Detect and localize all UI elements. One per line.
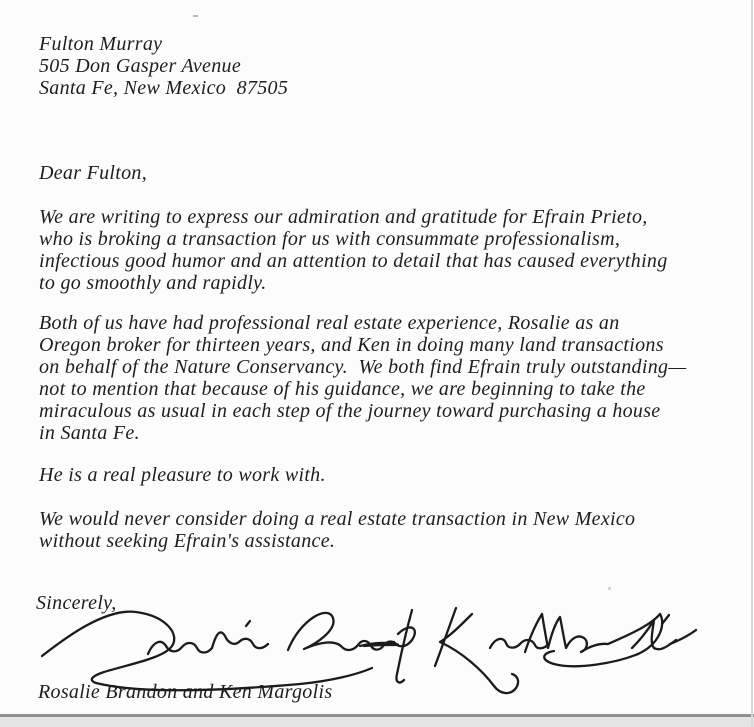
scan-speck [193,15,198,17]
paragraph-2 [39,312,686,444]
paragraph-line: Both of us have had professional real estate experience, Rosalie as an [39,312,620,334]
paragraph-4 [39,508,635,552]
paragraph-line: to go smoothly and rapidly. [39,272,267,294]
closing: Sincerely, [36,592,117,614]
scan-right-edge [751,0,753,727]
paragraph-line: who is broking a transaction for us with consummate professionalism, [39,228,621,250]
scan-speck [608,587,611,590]
recipient-address [39,33,288,99]
paragraph-line: We would never consider doing a real estate transaction in New Mexico [39,508,636,530]
paragraph-line: infectious good humor and an attention to detail that has caused everything [39,250,668,272]
paragraph-line: He is a real pleasure to work with. [39,464,326,486]
scan-bottom-edge [0,714,754,727]
paragraph-line: Oregon broker for thirteen years, and Ken in doing many land transactions [39,334,664,356]
paragraph-line: without seeking Efrain's assistance. [39,530,336,552]
paragraph-line: not to mention that because of his guidance, we are beginning to take the [39,378,646,400]
paragraph-line: in Santa Fe. [39,422,140,444]
paragraph-1 [39,206,668,294]
paragraph-3 [39,464,326,486]
paragraph-line: We are writing to express our admiration and gratitude for Efrain Prieto, [39,206,648,228]
recipient-street: 505 Don Gasper Avenue [39,55,242,77]
paragraph-line: miraculous as usual in each step of the journey toward purchasing a house [39,400,661,422]
salutation: Dear Fulton, [39,162,148,184]
recipient-name: Fulton Murray [39,33,163,55]
recipient-city: Santa Fe, New Mexico 87505 [39,77,289,99]
typed-signature-names: Rosalie Brandon and Ken Margolis [38,681,333,703]
paragraph-line: on behalf of the Nature Conservancy. We both find Efrain truly outstanding— [39,356,687,378]
